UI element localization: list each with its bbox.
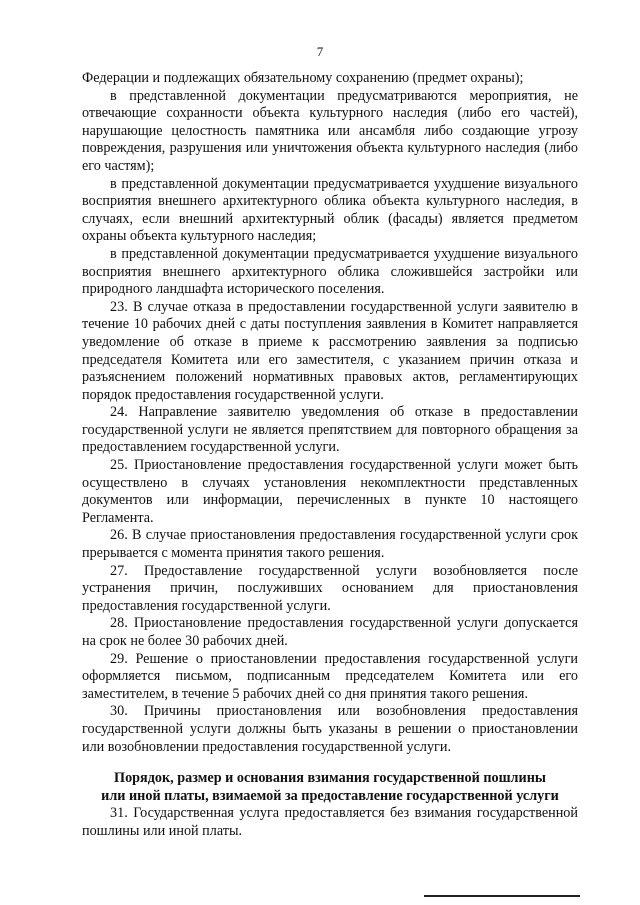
paragraph-continuation: Федерации и подлежащих обязательному сохранению (предмет охраны); <box>82 70 524 86</box>
paragraph-27: 27. Предоставление государственной услуги возобновляется после устранения причин, послуживших основанием для приостановления предоставления государственной услуги. <box>82 562 578 614</box>
paragraph-26: 26. В случае приостановления предоставления государственной услуги срок прерывается с момента принятия такого решения. <box>82 527 578 562</box>
paragraph-facade: в представленной документации предусматривается ухудшение визуального восприятия внешнего архитектурного облика объекта культурного наследия, в случаях, если внешний архитектурный облик (фасады) является предметом охраны объекта культурного наследия; <box>82 175 578 245</box>
paragraph-24: 24. Направление заявителю уведомления об отказе в предоставлении государственной услуги не является препятствием для повторного обращения за предоставлением государственной услуги. <box>82 404 578 456</box>
paragraph-23: 23. В случае отказа в предоставлении государственной услуги заявителю в течение 10 рабочих дней с даты поступления заявления в Комитет направляется уведомление об отказе в приеме к рассмотрению заявления за подписью председателя Комитета или его заместителя, с указанием причин отказа и разъяснением положений нормативных правовых актов, регламентирующих порядок предоставления государственной услуги. <box>82 298 578 403</box>
paragraph-landscape: в представленной документации предусматривается ухудшение визуального восприятия внешнего архитектурного облика сложившейся застройки или природного ландшафта исторического поселения. <box>82 245 578 298</box>
paragraph-31: 31. Государственная услуга предоставляется без взимания государственной пошлины или иной платы. <box>82 805 578 839</box>
paragraph-30: 30. Причины приостановления или возобновления предоставления государственной услуги должны быть указаны в решении о приостановлении или возобновлении предоставления государственной услуги. <box>82 703 578 755</box>
section-heading-line-2: или иной платы, взимаемой за предоставление государственной услуги <box>101 787 559 804</box>
paragraph-29: 29. Решение о приостановлении предоставления государственной услуги оформляется письмом, подписанным председателем Комитета или его заместителем, в течение 5 рабочих дней со дня принятия такого решения. <box>82 650 578 702</box>
paragraph-measures: в представленной документации предусматриваются мероприятия, не отвечающие сохранности объекта культурного наследия (либо его частей), нарушающие целостность памятника или ансамбля либо создающие угрозу повреждения, разрушения или уничтожения объекта культурного наследия (либо его частям); <box>82 87 578 174</box>
paragraph-25: 25. Приостановление предоставления государственной услуги может быть осуществлено в случаях установления некомплектности представленных документов или информации, перечисленных в пункте 10 настоящего Регламента. <box>82 457 578 526</box>
section-heading <box>82 770 578 805</box>
document-body <box>82 70 578 841</box>
footer-rule <box>424 895 580 897</box>
paragraph-28: 28. Приостановление предоставления государственной услуги допускается на срок не более 30 рабочих дней. <box>82 615 578 649</box>
page-number: 7 <box>316 44 324 59</box>
section-heading-line-1: Порядок, размер и основания взимания государственной пошлины <box>114 770 546 787</box>
